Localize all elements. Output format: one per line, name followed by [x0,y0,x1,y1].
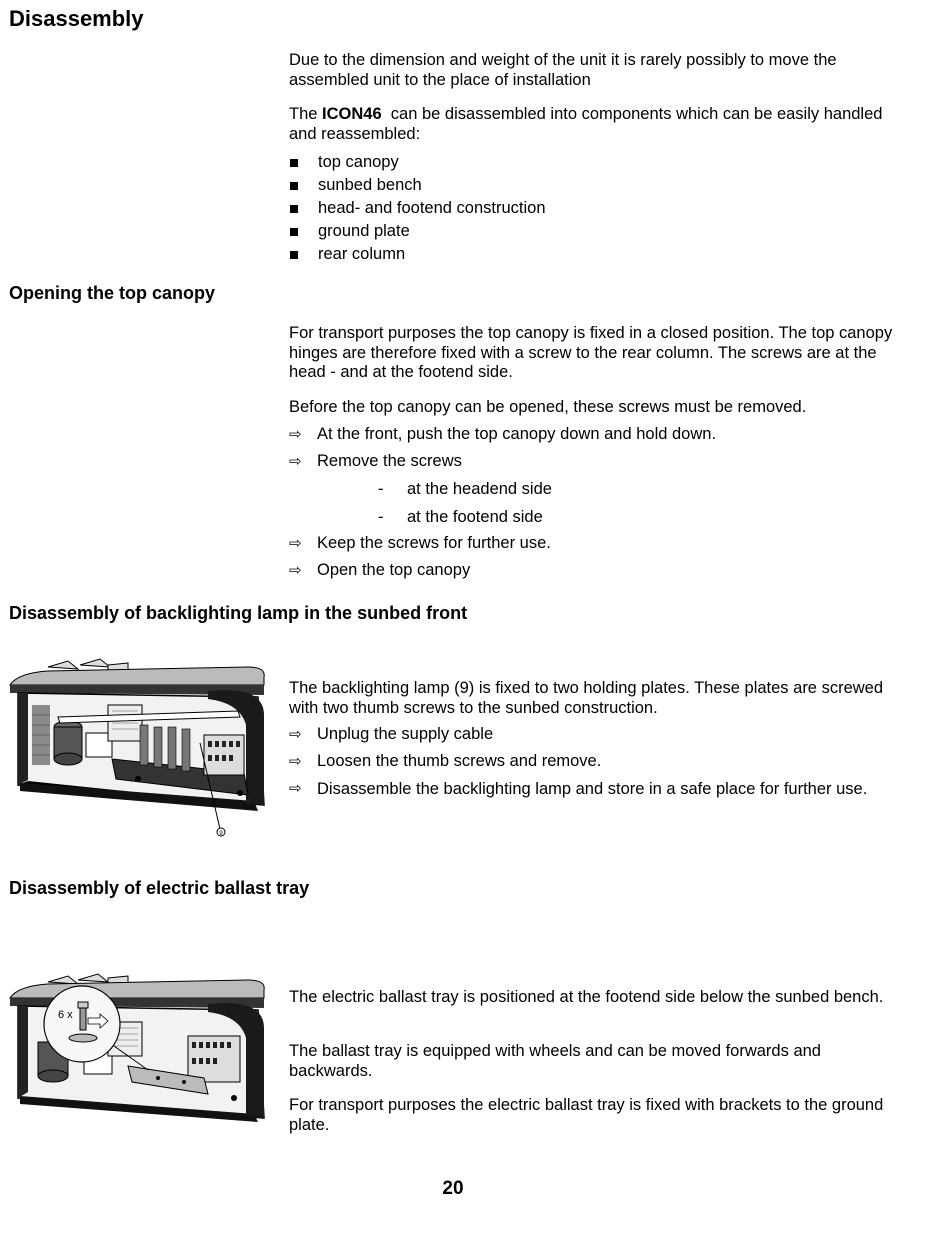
arrow-icon: ⇨ [289,562,302,579]
square-bullet-icon [290,205,298,213]
heading-opening-top-canopy: Opening the top canopy [9,283,215,303]
disassembly-paragraph-2 [289,105,899,144]
step-disassemble-lamp [289,778,899,800]
step-text: Unplug the supply cable [317,725,494,743]
square-bullet-icon [290,182,298,190]
list-item-label: ground plate [318,222,410,240]
step-text: Keep the screws for further use. [317,534,551,552]
substep-footend [378,507,543,528]
dash-bullet: - [378,480,384,498]
ballast-paragraph-1: The electric ballast tray is positioned at the footend side below the sunbed bench. [289,988,884,1006]
step-unplug-cable [289,724,899,745]
arrow-icon: ⇨ [289,535,302,552]
heading-disassembly: Disassembly [9,6,144,31]
disassembly-paragraph-1: Due to the dimension and weight of the unit it is rarely possibly to move the assembled unit to the place of installation [289,51,837,89]
step-text: Open the top canopy [317,561,471,579]
step-loosen-screws [289,751,899,772]
arrow-icon: ⇨ [289,426,302,443]
para2-prefix: The [289,105,323,123]
arrow-icon: ⇨ [289,726,302,743]
substep-text: at the footend side [407,508,543,526]
arrow-icon: ⇨ [289,453,302,470]
sunbed-backlight-figure [8,655,270,840]
step-text: Disassemble the backlighting lamp and store in a safe place for further use. [317,780,868,798]
dash-bullet: - [378,508,384,526]
para2-suffix: can be disassembled into components which can be easily handled and reassembled: [289,105,888,143]
sunbed-ballast-figure [8,966,270,1126]
heading-backlighting-lamp: Disassembly of backlighting lamp in the sunbed front [9,603,468,623]
step-text: Remove the screws [317,452,462,470]
model-name: ICON46 [322,105,382,123]
page-number: 20 [442,1178,464,1199]
step-keep-screws [289,533,899,554]
step-push-canopy [289,424,899,445]
square-bullet-icon [290,251,298,259]
list-item [289,151,546,174]
list-item [289,220,546,243]
step-open-canopy [289,560,899,581]
list-item [289,197,546,220]
figure-count-label: 6 x [58,1009,73,1021]
list-item-label: top canopy [318,153,399,171]
step-text: At the front, push the top canopy down and hold down. [317,425,717,443]
step-text: Loosen the thumb screws and remove. [317,752,602,770]
ballast-paragraph-2: The ballast tray is equipped with wheels and can be moved forwards and backwards. [289,1042,821,1080]
list-item-label: head- and footend construction [318,199,546,217]
heading-ballast-tray: Disassembly of electric ballast tray [9,878,310,898]
figure-callout-label: 9 [219,831,223,837]
opening-paragraph-1: For transport purposes the top canopy is fixed in a closed position. The top canopy hinges are therefore fixed with a screw to the rear column. The screws are at the head - and at the footend side. [289,324,893,381]
backlight-paragraph-1: The backlighting lamp (9) is fixed to two holding plates. These plates are screwed with two thumb screws to the sunbed construction. [289,679,884,717]
components-list [289,151,546,266]
list-item-label: sunbed bench [318,176,422,194]
list-item [289,174,546,197]
arrow-icon: ⇨ [289,753,302,770]
step-remove-screws [289,451,899,472]
opening-paragraph-2: Before the top canopy can be opened, these screws must be removed. [289,398,807,416]
list-item-label: rear column [318,245,406,263]
square-bullet-icon [290,159,298,167]
arrow-icon: ⇨ [289,780,302,797]
substep-headend [378,479,552,500]
ballast-paragraph-3: For transport purposes the electric ballast tray is fixed with brackets to the ground plate. [289,1096,884,1134]
list-item [289,243,546,266]
square-bullet-icon [290,228,298,236]
substep-text: at the headend side [407,480,552,498]
